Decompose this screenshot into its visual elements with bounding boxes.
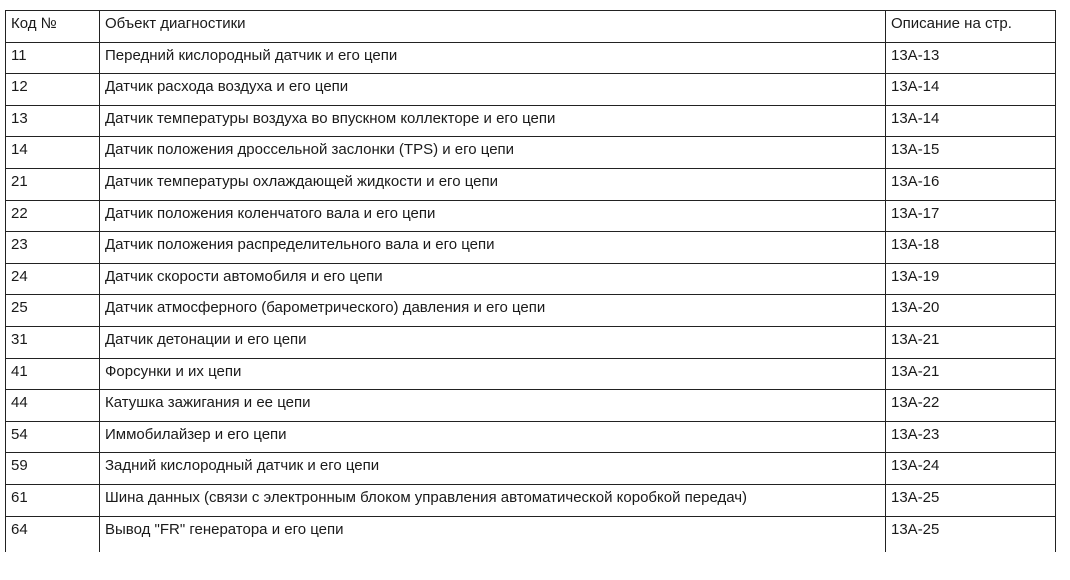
- table-row: [6, 168, 1056, 200]
- cell-object: Датчик положения коленчатого вала и его цепи: [100, 200, 886, 232]
- cell-page: 13А-22: [886, 390, 1056, 422]
- cell-code: 13: [6, 105, 100, 137]
- cell-code: 54: [6, 421, 100, 453]
- cell-code: 41: [6, 358, 100, 390]
- cell-code: 31: [6, 326, 100, 358]
- cell-object: Вывод "FR" генератора и его цепи: [100, 516, 886, 552]
- cell-object: Датчик температуры охлаждающей жидкости и его цепи: [100, 168, 886, 200]
- table-header-row: [6, 11, 1056, 43]
- table-row: [6, 137, 1056, 169]
- table-row: [6, 105, 1056, 137]
- cell-object: Датчик положения распределительного вала и его цепи: [100, 232, 886, 264]
- header-object: Объект диагностики: [100, 11, 886, 43]
- table-row: [6, 232, 1056, 264]
- cell-code: 14: [6, 137, 100, 169]
- cell-object: Иммобилайзер и его цепи: [100, 421, 886, 453]
- table-row: [6, 263, 1056, 295]
- table-row: [6, 358, 1056, 390]
- cell-object: Датчик температуры воздуха во впускном коллекторе и его цепи: [100, 105, 886, 137]
- table-row: [6, 74, 1056, 106]
- cell-page: 13А-21: [886, 326, 1056, 358]
- cell-page: 13А-18: [886, 232, 1056, 264]
- cell-page: 13А-15: [886, 137, 1056, 169]
- cell-object: Датчик скорости автомобиля и его цепи: [100, 263, 886, 295]
- table-row: [6, 421, 1056, 453]
- cell-code: 44: [6, 390, 100, 422]
- cell-page: 13А-14: [886, 74, 1056, 106]
- table-row: [6, 42, 1056, 74]
- cell-page: 13А-23: [886, 421, 1056, 453]
- cell-page: 13А-13: [886, 42, 1056, 74]
- cell-code: 59: [6, 453, 100, 485]
- cell-code: 64: [6, 516, 100, 552]
- cell-code: 11: [6, 42, 100, 74]
- cell-object: Форсунки и их цепи: [100, 358, 886, 390]
- table-row: [6, 516, 1056, 552]
- cell-code: 21: [6, 168, 100, 200]
- table-row: [6, 295, 1056, 327]
- diagnostics-table: [5, 10, 1056, 552]
- cell-page: 13А-19: [886, 263, 1056, 295]
- cell-page: 13А-21: [886, 358, 1056, 390]
- cell-object: Задний кислородный датчик и его цепи: [100, 453, 886, 485]
- header-page: Описание на стр.: [886, 11, 1056, 43]
- cell-page: 13А-24: [886, 453, 1056, 485]
- cell-page: 13А-16: [886, 168, 1056, 200]
- table-row: [6, 484, 1056, 516]
- cell-object: Датчик атмосферного (барометрического) давления и его цепи: [100, 295, 886, 327]
- cell-page: 13А-17: [886, 200, 1056, 232]
- table-row: [6, 200, 1056, 232]
- cell-object: Передний кислородный датчик и его цепи: [100, 42, 886, 74]
- cell-object: Датчик расхода воздуха и его цепи: [100, 74, 886, 106]
- table-row: [6, 453, 1056, 485]
- cell-code: 61: [6, 484, 100, 516]
- cell-object: Катушка зажигания и ее цепи: [100, 390, 886, 422]
- cell-code: 23: [6, 232, 100, 264]
- cell-page: 13А-20: [886, 295, 1056, 327]
- cell-page: 13А-25: [886, 516, 1056, 552]
- table-row: [6, 390, 1056, 422]
- cell-page: 13А-14: [886, 105, 1056, 137]
- cell-object: Шина данных (связи с электронным блоком управления автоматической коробкой передач): [100, 484, 886, 516]
- cell-code: 12: [6, 74, 100, 106]
- header-code: Код №: [6, 11, 100, 43]
- cell-object: Датчик детонации и его цепи: [100, 326, 886, 358]
- cell-code: 24: [6, 263, 100, 295]
- cell-code: 22: [6, 200, 100, 232]
- cell-page: 13А-25: [886, 484, 1056, 516]
- table-row: [6, 326, 1056, 358]
- cell-code: 25: [6, 295, 100, 327]
- cell-object: Датчик положения дроссельной заслонки (TPS) и его цепи: [100, 137, 886, 169]
